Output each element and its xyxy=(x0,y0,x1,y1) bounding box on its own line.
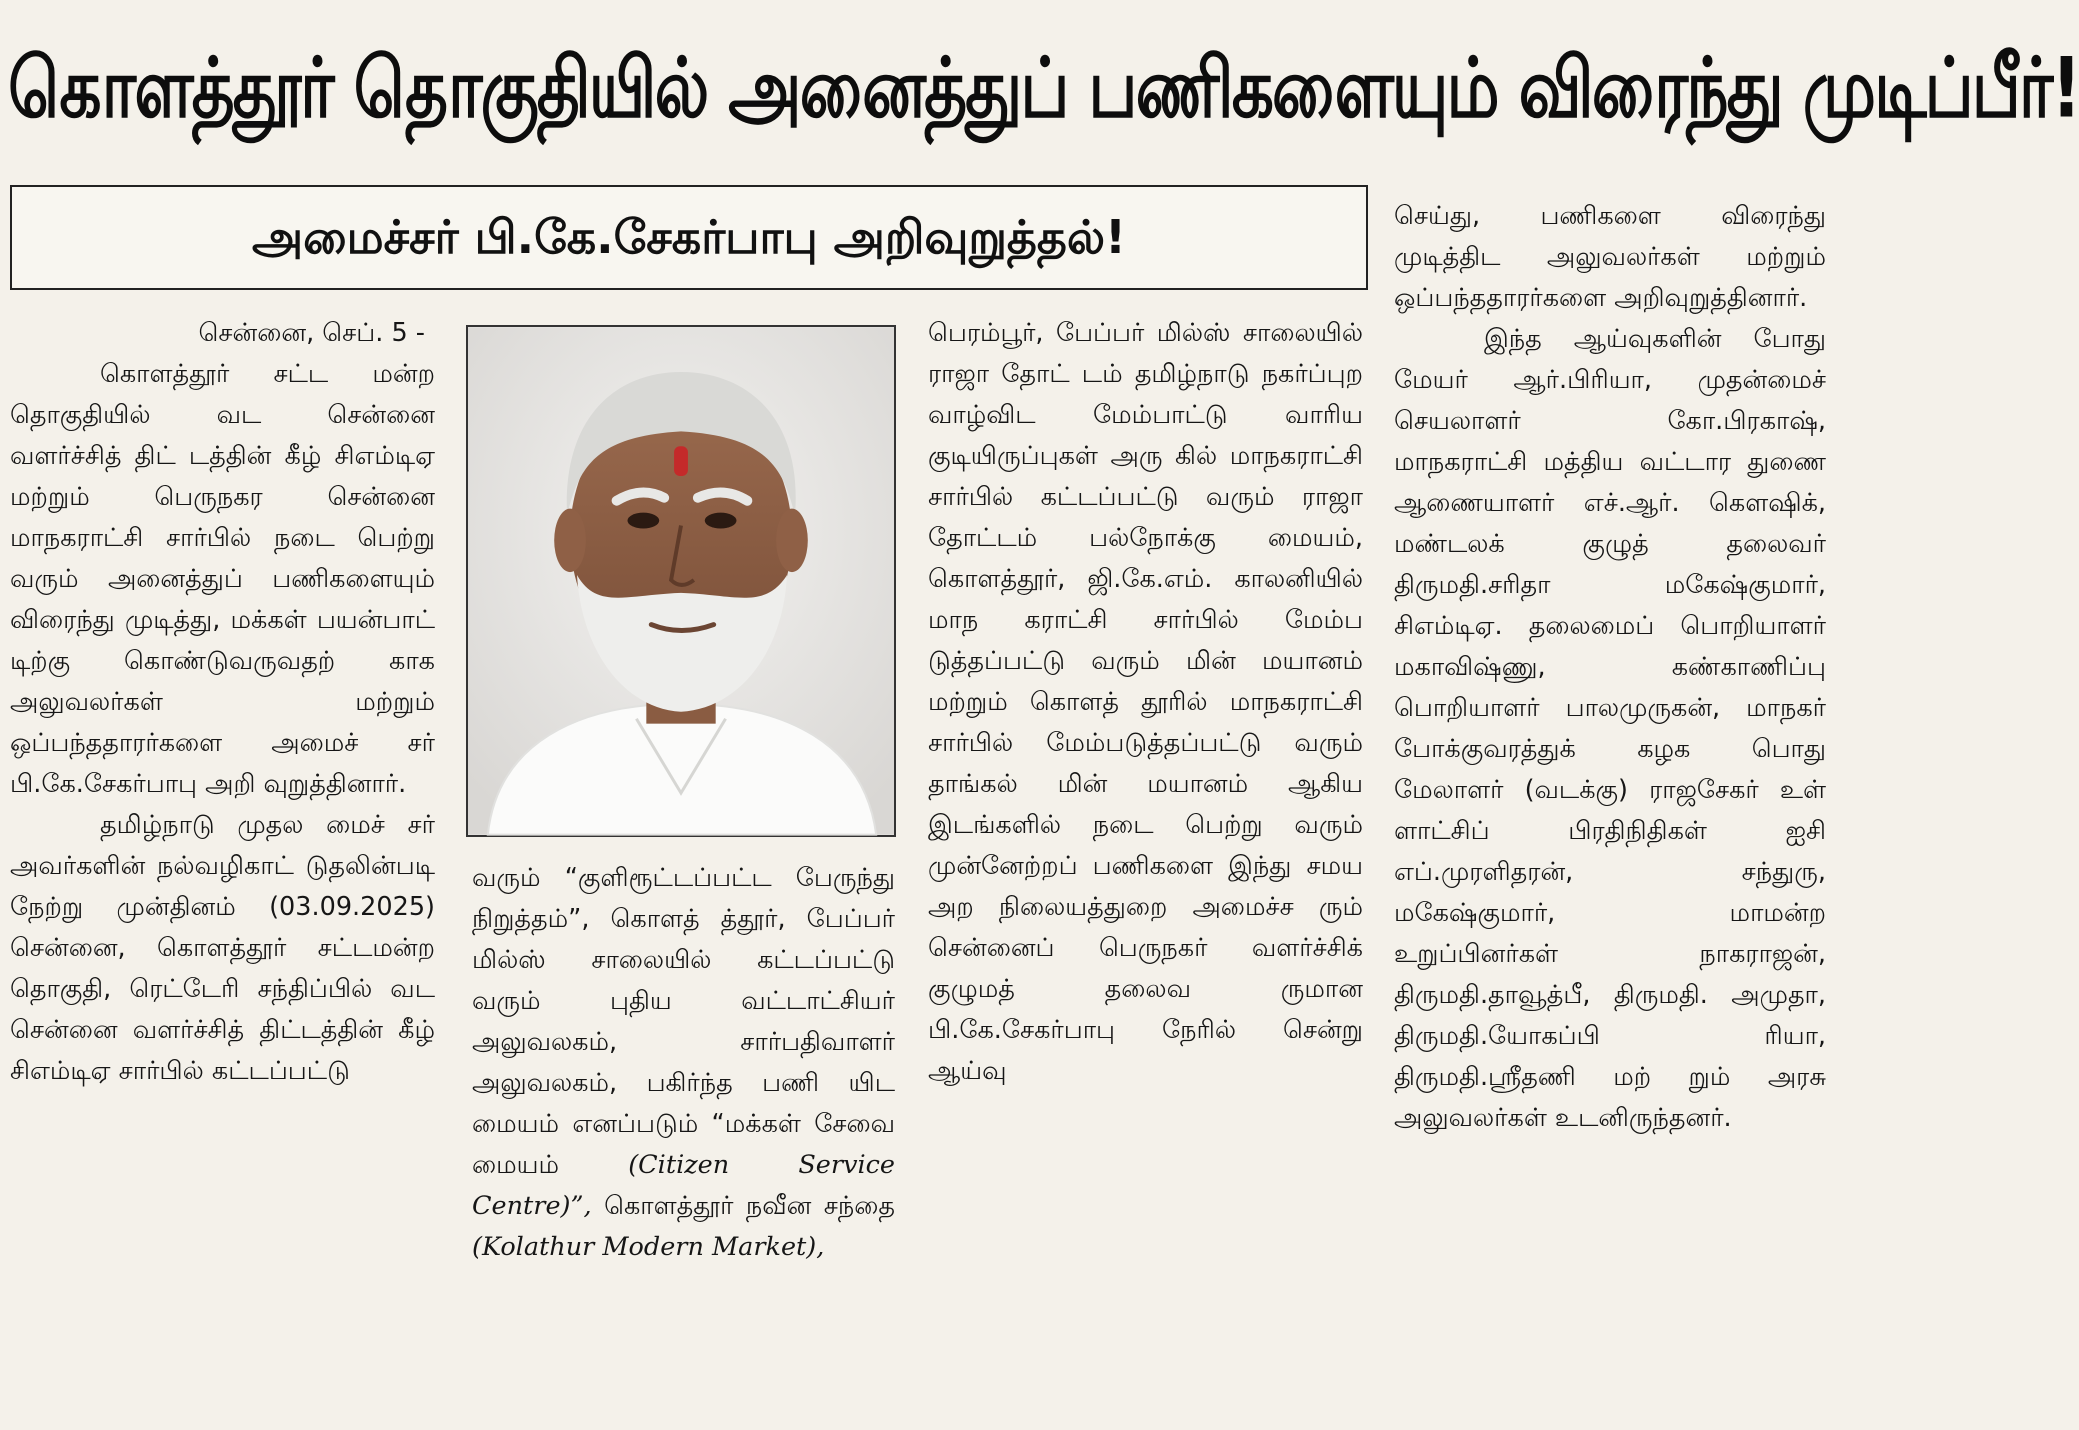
dateline: சென்னை, செப். 5 - xyxy=(198,318,425,348)
column-4-paragraph-2: இந்த ஆய்வுகளின் போது மேயர் ஆர்.பிரியா, முதன்மைச் செயலாளர் கோ.பிரகாஷ், மாநகராட்சி மத்திய வட்டார துணை ஆணையாளர் எச்.ஆர். கௌஷிக், மண்டலக் குழுத் தலைவர் திருமதி.சரிதா மகேஷ்குமார், சிஎம்டிஏ. தலைமைப் பொறியாளர் மகாவிஷ்ணு, கண்காணிப்பு பொறியாளர் பாலமுருகன், மாநகர் போக்குவரத்துக் கழக பொது மேலாளர் (வடக்கு) ராஜசேகர் உள் ளாட்சிப் பிரதிநிதிகள் ஐசி எப்.முரளிதரன், சந்துரு, மகேஷ்குமார், மாமன்ற உறுப்பினர்கள் நாகராஜன், திருமதி.தாவூத்பீ, திருமதி. அமுதா, திருமதி.யோகப்பி ரியா, திருமதி.ஸ்ரீதணி மற் றும் அரசு அலுவலர்கள் உடனிருந்தனர். xyxy=(1394,324,1826,1133)
subheadline-box xyxy=(10,185,1368,290)
column-1-paragraph-1: கொளத்தூர் சட்ட மன்ற தொகுதியில் வட சென்னை வளர்ச்சித் திட் டத்தின் கீழ் சிஎம்டிஏ மற்றும் பெருநகர சென்னை மாநகராட்சி சார்பில் நடை பெற்று வரும் அனைத்துப் பணிகளையும் விரைந்து முடித்து, மக்கள் பயன்பாட் டிற்கு கொண்டுவருவதற் காக அலுவலர்கள் மற்றும் ஒப்பந்ததாரர்களை அமைச் சர் பி.கே.சேகர்பாபு அறி வுறுத்தினார். xyxy=(10,359,435,799)
column-2-citizen-service-centre: (Citizen Service Centre)”, xyxy=(472,1150,895,1221)
column-1-paragraph-2: தமிழ்நாடு முதல மைச் சர் அவர்களின் நல்வழிகாட் டுதலின்படி நேற்று முன்தினம் (03.09.2025) சென்னை, கொளத்தூர் சட்டமன்ற தொகுதி, ரெட்டேரி சந்திப்பில் வட சென்னை வளர்ச்சித் திட்டத்தின் கீழ் சிஎம்டிஏ சார்பில் கட்டப்பட்டு xyxy=(10,810,435,1086)
headline: கொளத்தூர் தொகுதியில் அனைத்துப் பணிகளையும் விரைந்து முடிப்பீர்! xyxy=(8,40,2079,137)
portrait-photo xyxy=(466,325,896,837)
article-column-4 xyxy=(1394,196,1826,1423)
article-column-2 xyxy=(472,858,895,1423)
subheadline: அமைச்சர் பி.கே.சேகர்பாபு அறிவுறுத்தல்! xyxy=(252,210,1126,264)
column-3-paragraph-1: பெரம்பூர், பேப்பர் மில்ஸ் சாலையில் ராஜா தோட் டம் தமிழ்நாடு நகர்ப்புற வாழ்விட மேம்பாட்டு வாரிய குடியிருப்புகள் அரு கில் மாநகராட்சி சார்பில் கட்டப்பட்டு வரும் ராஜா தோட்டம் பல்நோக்கு மையம், கொளத்தூர், ஜி.கே.எம். காலனியில் மாந கராட்சி சார்பில் மேம்ப டுத்தப்பட்டு வரும் மின் மயானம் மற்றும் கொளத் தூரில் மாநகராட்சி சார்பில் மேம்படுத்தப்பட்டு வரும் தாங்கல் மின் மயானம் ஆகிய இடங்களில் நடை பெற்று வரும் முன்னேற்றப் பணிகளை இந்து சமய அற நிலையத்துறை அமைச்ச ரும் சென்னைப் பெருநகர் வளர்ச்சிக் குழுமத் தலைவ ருமான பி.கே.சேகர்பாபு நேரில் சென்று ஆய்வு xyxy=(928,318,1363,1086)
column-4-paragraph-1: செய்து, பணிகளை விரைந்து முடித்திட அலுவலர்கள் மற்றும் ஒப்பந்ததாரர்களை அறிவுறுத்தினார். xyxy=(1394,201,1826,313)
article-column-1 xyxy=(10,313,435,1423)
column-2-kolathur-modern-market: (Kolathur Modern Market), xyxy=(472,1232,825,1262)
article-column-3 xyxy=(928,313,1363,1423)
column-2-kolathur-market: கொளத்தூர் நவீன சந்தை xyxy=(604,1191,896,1221)
portrait-illustration xyxy=(468,327,894,835)
column-2-text: வரும் “குளிரூட்டப்பட்ட பேருந்து நிறுத்தம்”, கொளத் த்தூர், பேப்பர் மில்ஸ் சாலையில் கட்டப்பட்டு வரும் புதிய வட்டாட்சியர் அலுவலகம், சார்பதிவாளர் அலுவலகம், பகிர்ந்த பணி யிட மையம் எனப்படும் “மக்கள் சேவை மையம் xyxy=(472,863,895,1180)
